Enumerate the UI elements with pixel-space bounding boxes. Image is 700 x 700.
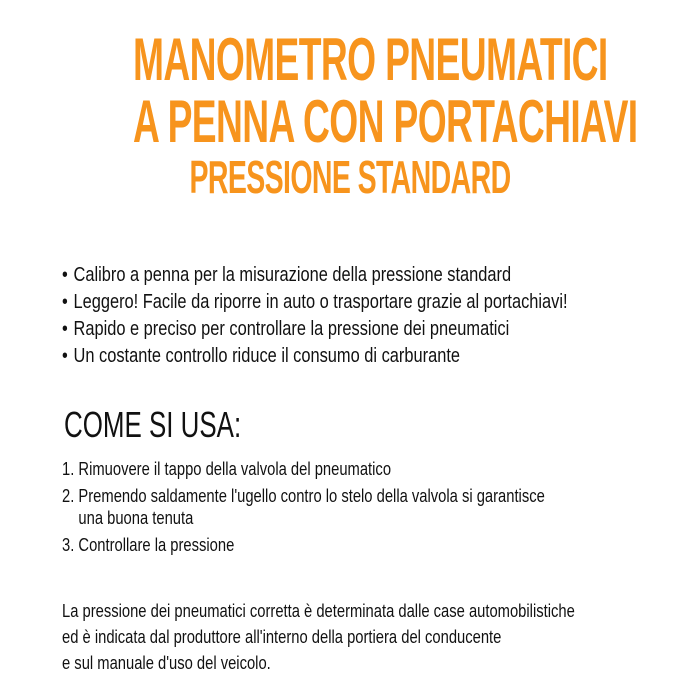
title-line-1: MANOMETRO PNEUMATICI: [133, 26, 608, 93]
subtitle: PRESSIONE STANDARD: [189, 151, 511, 203]
bullet-marker: •: [62, 345, 68, 367]
list-item: [62, 485, 545, 529]
list-item: [62, 289, 568, 316]
list-item: [62, 262, 568, 289]
step-text: Rimuovere il tappo della valvola del pneumatico: [78, 459, 392, 479]
feature-list: [62, 262, 679, 370]
steps-list: [62, 458, 651, 561]
feature-text: Leggero! Facile da riporre in auto o trasportare grazie al portachiavi!: [73, 291, 568, 313]
step-number: 3.: [62, 535, 75, 555]
step-number: 1.: [62, 459, 75, 479]
step-text-continued: una buona tenuta: [78, 508, 194, 528]
feature-text: Un costante controllo riduce il consumo di carburante: [73, 345, 460, 367]
note-line-2: ed è indicata dal produttore all'interno della portiera del conducente: [62, 627, 502, 647]
list-item: [62, 316, 568, 343]
howto-heading: COME SI USA:: [64, 404, 242, 445]
note-line-3: e sul manuale d'uso del veicolo.: [62, 653, 271, 673]
list-item: [62, 534, 545, 556]
step-text: Premendo saldamente l'ugello contro lo stelo della valvola si garantisce: [78, 486, 545, 506]
list-item: [62, 343, 568, 370]
feature-text: Calibro a penna per la misurazione della pressione standard: [73, 264, 512, 286]
bullet-marker: •: [62, 264, 68, 286]
list-item: [62, 458, 545, 480]
feature-text: Rapido e preciso per controllare la pressione dei pneumatici: [73, 318, 510, 340]
step-text: Controllare la pressione: [78, 535, 235, 555]
title-line-2: A PENNA CON PORTACHIAVI: [133, 88, 638, 155]
step-number: 2.: [62, 486, 75, 506]
bullet-marker: •: [62, 318, 68, 340]
pressure-note: [62, 598, 687, 676]
note-line-1: La pressione dei pneumatici corretta è determinata dalle case automobilistiche: [62, 601, 575, 621]
title-block: [0, 26, 700, 203]
bullet-marker: •: [62, 291, 68, 313]
